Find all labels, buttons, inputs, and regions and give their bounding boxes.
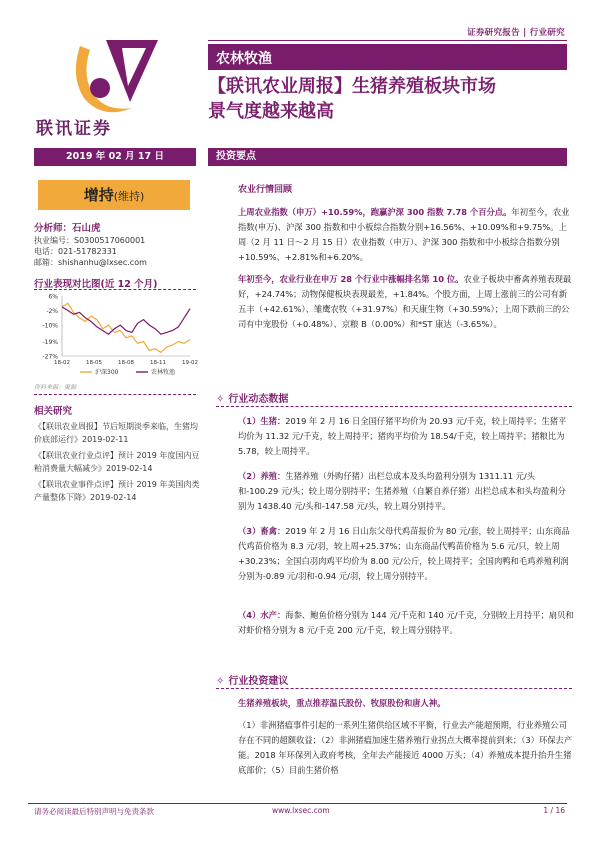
company-logo-text: 联讯证券 (36, 119, 112, 139)
market-review-highlight-1: 上周农业指数（申万）+10.59%，跑赢沪深 300 指数 7.78 个百分点。 (238, 207, 512, 217)
report-date: 2019 年 02 月 17 日 (34, 148, 196, 166)
y-tick-label: -27% (42, 353, 58, 361)
related-report-item[interactable]: 《【联讯农业行业点评】预计 2019 年度国内豆粕消费量大幅减少》2019-02-14 (34, 451, 200, 473)
related-report-item[interactable]: 《【联讯农业周报】节后短期淡季来临，生猪均价底部运行》2019-02-11 (34, 422, 198, 444)
analyst-email: 邮箱：shishanhu@lxsec.com (34, 258, 147, 267)
company-logo (62, 36, 166, 122)
footer-page-number: 1 / 16 (543, 806, 565, 815)
industry-dynamics-title (216, 390, 288, 405)
sector-label: 农林牧渔 (208, 44, 567, 70)
footer-website[interactable]: www.lxsec.com (272, 806, 330, 815)
dynamics-hog (238, 414, 574, 459)
header-divider (208, 40, 567, 41)
report-title-line2: 景气度越来越高 (208, 101, 334, 122)
dynamics-poultry-text: 2019 年 2 月 16 日山东父母代鸡苗报价为 80 元/套，较上周持平；山东商品代鸡苗价格为 8.3 元/羽，较上周+25.37%；山东商品代鸭苗价格为 5.6 元/只，较上周+30.23%；全国白羽肉鸡平均价为 8.00 元/公斤，较上周持平；全国肉鸭和毛鸡养殖利润分别为-0.89 元/羽和-0.94 元/羽，较上周分别持平。 (238, 526, 570, 581)
performance-chart (34, 290, 198, 376)
investment-advice-highlight (238, 696, 574, 711)
x-tick-label: 18-08 (118, 360, 134, 366)
market-review-highlight-2: 年初至今，农业行业在申万 28 个行业中涨幅排名第 10 位。 (238, 274, 464, 284)
dynamics-rule (216, 406, 572, 407)
x-tick-label: 18-02 (54, 360, 70, 366)
x-tick-label: 18-05 (86, 360, 102, 366)
section-rule (34, 394, 196, 395)
analyst-license: 执业编号：S0300517060001 (34, 236, 146, 245)
market-review-para-1 (238, 205, 574, 265)
legend-label: 沪深300 (95, 369, 119, 376)
investment-advice-text: （1）非洲猪瘟事件引起的一系列生猪供给区域不平衡，行业去产能超预期，行业养殖公司存在不同的超额收益；（2）非洲猪瘟加速生猪养殖行业拐点大概率提前到来；（3）环保去产能。2018 年环保列入政府考核，全年去产能接近 4000 万头；（4）养殖成本提升抬升生猪底部价；（5）目前生猪价格 (238, 720, 573, 775)
investment-highlights-bar: 投资要点 (208, 148, 567, 166)
diamond-icon: ✧ (216, 394, 225, 405)
performance-chart-title: 行业表现对比图(近 12 个月) (34, 279, 158, 290)
diamond-icon: ✧ (216, 676, 225, 687)
chart-source: 资料来源：聚源 (34, 384, 77, 391)
rating-main: 增持 (83, 186, 114, 204)
market-review-text-1: 年初至今，农业指数(申万)、沪深 300 指数和中小板综合指数分别+16.56%、+10.09%和+9.75%。上周（2 月 11 日～2 月 15 日）农业指数（申万）、沪深 300 指数和中小板综合指数分别+10.59%、+2.81%和+6.20%。 (238, 207, 570, 262)
report-title (208, 74, 573, 124)
dynamics-breeding-label: （2）养殖： (238, 471, 286, 481)
market-review-para-2 (238, 272, 574, 332)
dynamics-poultry (238, 524, 574, 584)
industry-dynamics-label: 行业动态数据 (228, 394, 289, 405)
y-tick-label: -10% (42, 322, 58, 330)
dynamics-aquatic-label: （4）水产： (238, 610, 286, 620)
dynamics-aquatic-text: 海参、鲍鱼价格分别为 144 元/千克和 140 元/千克，分别较上月持平；扇贝和对虾价格分别为 8 元/千克 200 元/千克，较上周分别持平。 (238, 610, 574, 635)
y-tick-label: -2% (46, 308, 58, 316)
performance-chart-svg (34, 290, 196, 380)
dynamics-breeding (238, 469, 574, 514)
market-review-head: 农业行情回顾 (238, 185, 293, 195)
investment-advice-hl: 生猪养殖板块，重点推荐温氏股份、牧原股份和唐人神。 (238, 698, 446, 708)
investment-advice-title (216, 672, 288, 687)
rating-badge (38, 180, 190, 210)
dynamics-hog-text: 2019 年 2 月 16 日全国仔猪平均价为 20.93 元/千克，较上周持平；生猪平均价为 11.32 元/千克，较上周持平；猪肉平均价为 18.54/千克，较上周持平；猪粮比为 5.78，较上周持平。 (238, 416, 567, 456)
dynamics-aquatic (238, 608, 574, 638)
report-title-line1: 【联讯农业周报】生猪养殖板块市场 (208, 76, 496, 97)
series-line-hs300 (62, 303, 190, 352)
market-review-text-2: 农业子板块中畜禽养殖表现最好，+24.74%；动物保健板块表现最差，+1.84%。个股方面，上周上涨前三的公司有新五丰（+42.61%）、雏鹰农牧（+31.97%）和天康生物（+30.59%）；上周下跌前三的公司有中宠股份（+0.48%）、京粮 B（0.00%）和*ST 康达（-3.65%）。 (238, 274, 572, 329)
dynamics-breeding-text: 生猪养殖（外购仔猪）出栏总成本及头均盈利分别为 1311.11 元/头和-100.29 元/头；较上周分别持平；生猪养殖（自繁自养仔猪）出栏总成本和头均盈利分别为 1438.40 元/头和-147.58 元/头，较上周分别持平。 (238, 471, 566, 511)
y-tick-label: 6% (48, 293, 58, 301)
dynamics-hog-label: （1）生猪： (238, 416, 286, 426)
related-report-item[interactable]: 《【联讯农业事件点评】预计 2019 年美国肉类产量整体下降》2019-02-14 (34, 480, 200, 502)
analyst-name: 分析师：石山虎 (34, 223, 101, 234)
investment-advice-label: 行业投资建议 (228, 676, 289, 687)
footer-disclaimer[interactable]: 请务必阅读最后特别声明与免责条款 (34, 807, 154, 816)
rating-sub: (维持) (113, 190, 145, 203)
x-tick-label: 18-11 (150, 360, 166, 366)
x-tick-label: 19-02 (182, 360, 198, 366)
advice-rule (216, 688, 572, 689)
report-type-tag: 证券研究报告 | 行业研究 (467, 28, 565, 38)
legend-label: 农林牧渔 (151, 369, 176, 376)
series-line-agri (62, 307, 190, 334)
related-research-title: 相关研究 (34, 406, 73, 417)
analyst-phone: 电话：021-51782331 (34, 247, 117, 256)
footer-divider (28, 803, 567, 804)
y-tick-label: -19% (42, 338, 58, 346)
dynamics-poultry-label: （3）畜禽： (238, 526, 286, 536)
